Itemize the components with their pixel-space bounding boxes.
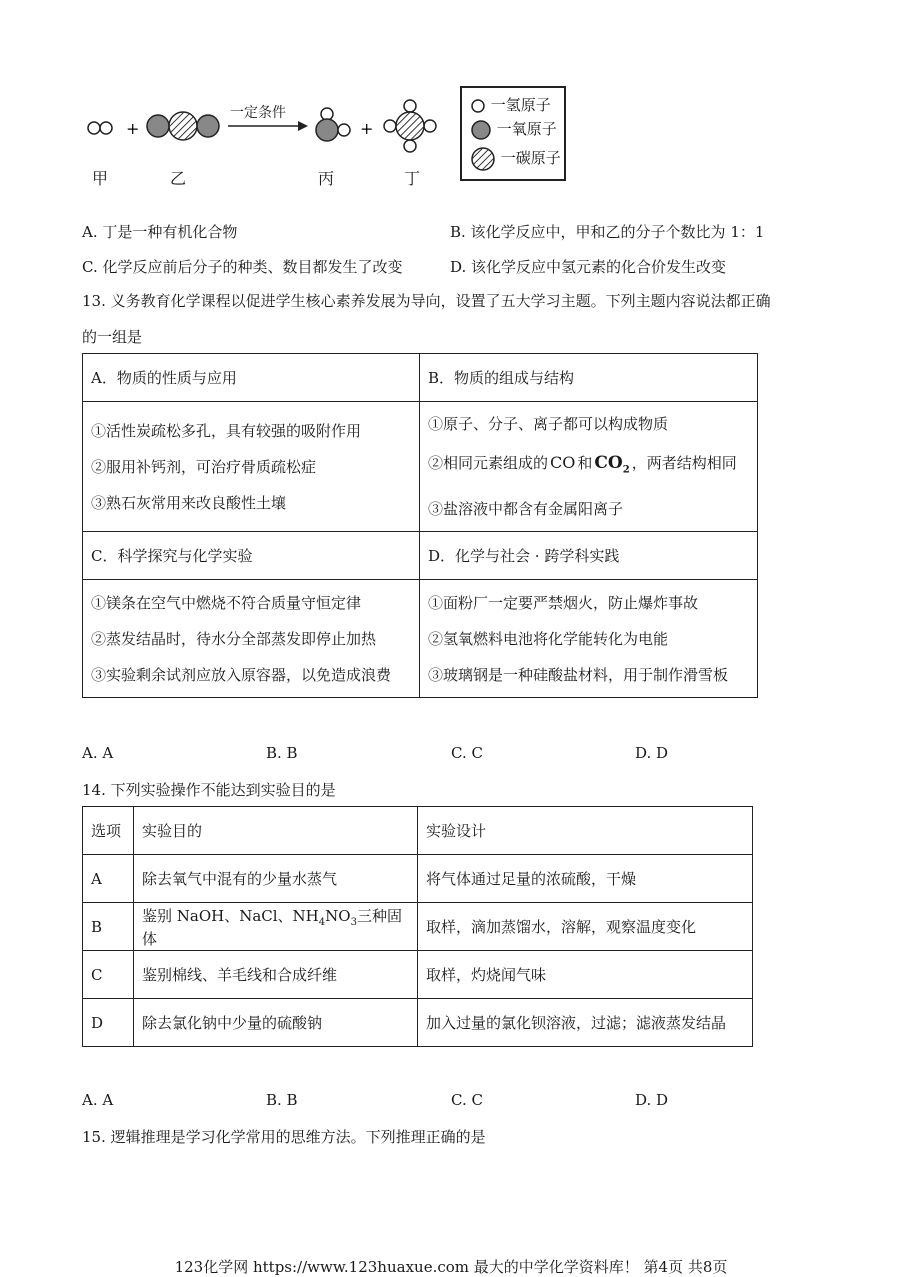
legend-dash: 一 — [496, 120, 512, 138]
q14-option-c: C. C — [451, 1091, 483, 1109]
q14-b-goal-sub2: 3 — [350, 916, 357, 928]
q13-a-item: ③熟石灰常用来改良酸性土壤 — [91, 493, 287, 512]
q13-c-item: ②蒸发结晶时，待水分全部蒸发即停止加热 — [91, 629, 377, 648]
q14-stem: 14. 下列实验操作不能达到实验目的是 — [82, 781, 336, 799]
q13-d-item: ③玻璃钢是一种硅酸盐材料，用于制作滑雪板 — [428, 665, 729, 684]
legend-dash: 一 — [500, 149, 516, 167]
q14-b-goal-post: 三种固体 — [142, 906, 402, 948]
label-ding: 丁 — [404, 169, 421, 188]
q15-stem: 15. 逻辑推理是学习化学常用的思维方法。下列推理正确的是 — [82, 1128, 486, 1146]
q13-b-item2-and: 和 — [577, 453, 593, 472]
carbon-atom-icon — [470, 146, 496, 172]
q13-cell-a-head: A．物质的性质与应用 — [83, 354, 420, 402]
formula-co2 — [594, 452, 630, 476]
q14-row-goal: 除去氯化钠中少量的硫酸钠 — [134, 999, 418, 1047]
q13-stem-line1: 13. 义务教育化学课程以促进学生核心素养发展为导向，设置了五大学习主题。下列主题内容说法都正确 — [82, 292, 771, 310]
q13-cell-b-head: B．物质的组成与结构 — [420, 354, 758, 402]
q14-b-goal-pre: 鉴别 NaOH、NaCl、NH — [142, 906, 319, 925]
q14-option-d: D. D — [635, 1091, 669, 1109]
legend-carbon — [470, 146, 561, 172]
q14-b-goal-sub1: 4 — [318, 916, 326, 928]
legend-dash: 一 — [490, 96, 506, 114]
q12-option-c: C. 化学反应前后分子的种类、数目都发生了改变 — [82, 258, 403, 276]
q12-option-d: D. 该化学反应中氢元素的化合价发生改变 — [450, 258, 727, 276]
q14-row-option: B — [83, 903, 134, 951]
legend-oxygen — [470, 118, 557, 141]
q14-row-goal: 鉴别棉线、羊毛线和合成纤维 — [134, 951, 418, 999]
q13-a-item: ①活性炭疏松多孔，具有较强的吸附作用 — [91, 421, 362, 440]
atom-legend — [460, 86, 566, 181]
molecule-yi — [147, 112, 219, 140]
formula-co: CO — [550, 452, 576, 472]
q14-row-design: 取样，灼烧闻气味 — [418, 951, 753, 999]
legend-hydrogen — [470, 94, 551, 115]
q14-b-goal-mid: NO — [325, 906, 351, 925]
q13-cell-c-body — [83, 580, 420, 698]
q14-option-a: A. A — [82, 1091, 114, 1109]
q13-b-item2-post: ，两者结构相同 — [631, 453, 737, 472]
q13-cell-d-head: D．化学与社会 · 跨学科实践 — [420, 532, 758, 580]
arrow-condition-label: 一定条件 — [230, 105, 286, 121]
q14-row-goal: 除去氧气中混有的少量水蒸气 — [134, 855, 418, 903]
q13-stem-line2: 的一组是 — [82, 328, 143, 346]
q13-c-item: ③实验剩余试剂应放入原容器，以免造成浪费 — [91, 665, 392, 684]
label-yi: 乙 — [170, 169, 187, 188]
arrow-head — [298, 121, 308, 131]
q12-option-a: A. 丁是一种有机化合物 — [82, 223, 238, 241]
table-row — [83, 903, 753, 951]
q13-option-c: C. C — [451, 744, 483, 762]
q13-b-item: ③盐溶液中都含有金属阳离子 — [428, 500, 624, 519]
label-jia: 甲 — [92, 169, 109, 188]
q14-header-design: 实验设计 — [418, 807, 753, 855]
q13-d-item: ②氢氧燃料电池将化学能转化为电能 — [428, 629, 669, 648]
oxygen-atom-icon — [470, 119, 492, 141]
q13-cell-b-body — [420, 402, 758, 532]
q13-b-item2-pre: ②相同元素组成的 — [428, 453, 549, 472]
q13-cell-d-body — [420, 580, 758, 698]
q13-option-b: B. B — [266, 744, 298, 762]
q14-table — [82, 806, 753, 1047]
q14-row-option: A — [83, 855, 134, 903]
legend-hydrogen-label: 氢原子 — [505, 96, 551, 114]
legend-carbon-label: 碳原子 — [515, 149, 561, 167]
molecule-ding — [384, 100, 436, 152]
hydrogen-atom-icon — [470, 98, 486, 114]
table-row — [83, 855, 753, 903]
q13-b-item: ①原子、分子、离子都可以构成物质 — [428, 414, 669, 433]
formula-co2-sub: 2 — [622, 464, 630, 476]
q13-c-item: ①镁条在空气中燃烧不符合质量守恒定律 — [91, 593, 362, 612]
q14-row-option: C — [83, 951, 134, 999]
q12-option-b: B. 该化学反应中，甲和乙的分子个数比为 1：1 — [450, 223, 765, 241]
table-row — [83, 999, 753, 1047]
plus-sign: + — [126, 119, 140, 138]
q13-table — [82, 353, 758, 698]
q13-option-d: D. D — [635, 744, 669, 762]
q14-option-b: B. B — [266, 1091, 298, 1109]
q14-row-goal — [134, 903, 418, 951]
q13-cell-c-head: C．科学探究与化学实验 — [83, 532, 420, 580]
q14-row-design: 加入过量的氯化钡溶液，过滤；滤液蒸发结晶 — [418, 999, 753, 1047]
q14-header-option: 选项 — [83, 807, 134, 855]
label-bing: 丙 — [318, 169, 335, 188]
q14-row-design: 取样，滴加蒸馏水，溶解，观察温度变化 — [418, 903, 753, 951]
molecule-jia — [88, 122, 112, 134]
q14-row-option: D — [83, 999, 134, 1047]
plus-sign: + — [360, 119, 374, 138]
legend-oxygen-label: 氧原子 — [511, 120, 557, 138]
q13-d-item: ①面粉厂一定要严禁烟火，防止爆炸事故 — [428, 593, 699, 612]
page-footer: 123化学网 https://www.123huaxue.com 最大的中学化学资料库！ 第4页 共8页 — [174, 1258, 728, 1276]
q13-a-item: ②服用补钙剂，可治疗骨质疏松症 — [91, 457, 317, 476]
q13-option-a: A. A — [82, 744, 114, 762]
formula-co2-base: CO — [594, 452, 623, 473]
table-row — [83, 951, 753, 999]
molecule-bing — [316, 108, 350, 141]
q13-b-item — [428, 442, 749, 491]
q14-header-goal: 实验目的 — [134, 807, 418, 855]
q14-row-design: 将气体通过足量的浓硫酸，干燥 — [418, 855, 753, 903]
q13-cell-a-body — [83, 402, 420, 532]
